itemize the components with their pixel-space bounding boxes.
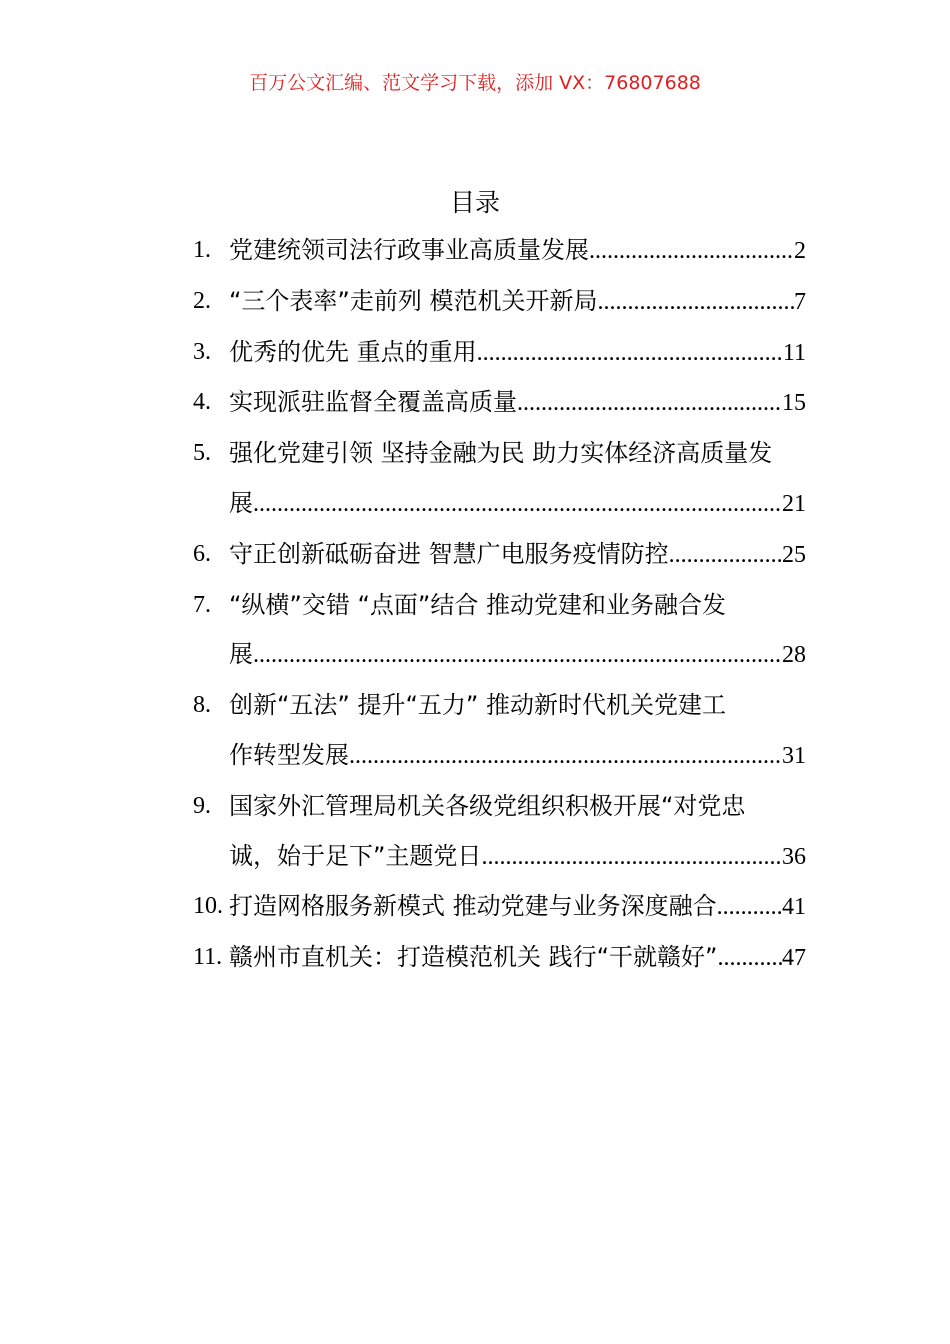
toc-leader-dots: [669, 531, 782, 581]
toc-page-number: 25: [782, 541, 806, 568]
toc-entry[interactable]: [193, 328, 806, 379]
toc-entry-title: 作转型发展: [229, 740, 349, 769]
toc-entry-number: 5.: [193, 440, 211, 467]
toc-page-number: 15: [782, 390, 806, 417]
toc-page-number: 31: [782, 742, 806, 769]
toc-page-number: 28: [782, 642, 806, 669]
toc-entry-number: 1.: [193, 237, 211, 263]
toc-leader-dots: [718, 934, 783, 984]
toc-entry-number: 7.: [193, 591, 211, 618]
toc-leader-dots: [349, 732, 782, 782]
toc-page-number: 11: [782, 339, 806, 366]
toc-entry-title: 守正创新砥砺奋进 智慧广电服务疫情防控: [229, 539, 669, 568]
toc-entry-title: 优秀的优先 重点的重用: [229, 337, 477, 366]
toc-leader-dots: [598, 278, 795, 328]
toc-entry[interactable]: [193, 782, 806, 883]
toc-entry-title: 党建统领司法行政事业高质量发展: [229, 236, 589, 264]
toc-entry-number: 3.: [193, 338, 211, 365]
toc-page-number: 47: [782, 945, 806, 972]
toc-entry-title: “三个表率”走前列 模范机关开新局: [229, 286, 598, 315]
toc-entry-number: 11.: [193, 944, 223, 971]
toc-entry-number: 2.: [193, 287, 211, 314]
toc-leader-dots: [517, 379, 782, 429]
watermark-header: 百万公文汇编、范文学习下载，添加 VX：76807688: [249, 72, 701, 94]
toc-leader-dots: [717, 883, 782, 933]
toc-entry[interactable]: [193, 581, 806, 682]
toc-entry-title: “纵横”交错 “点面”结合 推动党建和业务融合发: [229, 590, 726, 619]
toc-entry[interactable]: [193, 429, 806, 530]
toc-entry-title: 展: [229, 640, 253, 669]
toc-entry-number: 10.: [193, 893, 223, 920]
toc-entry-number: 8.: [193, 692, 211, 719]
toc-page-number: 7: [794, 288, 806, 315]
table-of-contents: [193, 226, 806, 984]
toc-leader-dots: [253, 480, 782, 530]
toc-entry-number: 4.: [193, 389, 211, 416]
toc-entry[interactable]: [193, 378, 806, 429]
toc-entry[interactable]: [193, 681, 806, 782]
toc-entry-title: 强化党建引领 坚持金融为民 助力实体经济高质量发: [229, 439, 773, 468]
toc-page-number: 36: [782, 843, 806, 870]
toc-entry-number: 9.: [193, 792, 211, 819]
toc-page-number: 41: [782, 894, 806, 921]
toc-entry-title: 打造网格服务新模式 推动党建与业务深度融合: [229, 892, 717, 921]
toc-entry[interactable]: [193, 277, 806, 328]
toc-entry-title: 实现派驻监督全覆盖高质量: [229, 388, 517, 417]
toc-entry-title: 诚，始于足下”主题党日: [229, 841, 482, 870]
toc-entry-title: 国家外汇管理局机关各级党组织积极开展“对党忠: [229, 791, 746, 820]
toc-entry-title: 赣州市直机关：打造模范机关 践行“干就赣好”: [229, 943, 718, 972]
toc-entry[interactable]: [193, 530, 806, 581]
toc-leader-dots: [589, 227, 794, 277]
toc-entry[interactable]: [193, 933, 806, 984]
toc-leader-dots: [253, 631, 782, 681]
toc-entry[interactable]: [193, 226, 806, 277]
toc-page-number: 2: [794, 238, 806, 264]
toc-title: 目录: [449, 188, 500, 217]
toc-leader-dots: [477, 329, 783, 379]
toc-leader-dots: [481, 833, 782, 883]
toc-entry-title: 创新“五法” 提升“五力” 推动新时代机关党建工: [229, 691, 726, 720]
toc-entry-number: 6.: [193, 540, 211, 567]
toc-entry-title: 展: [229, 488, 253, 517]
toc-page-number: 21: [782, 490, 806, 517]
toc-entry[interactable]: [193, 882, 806, 933]
